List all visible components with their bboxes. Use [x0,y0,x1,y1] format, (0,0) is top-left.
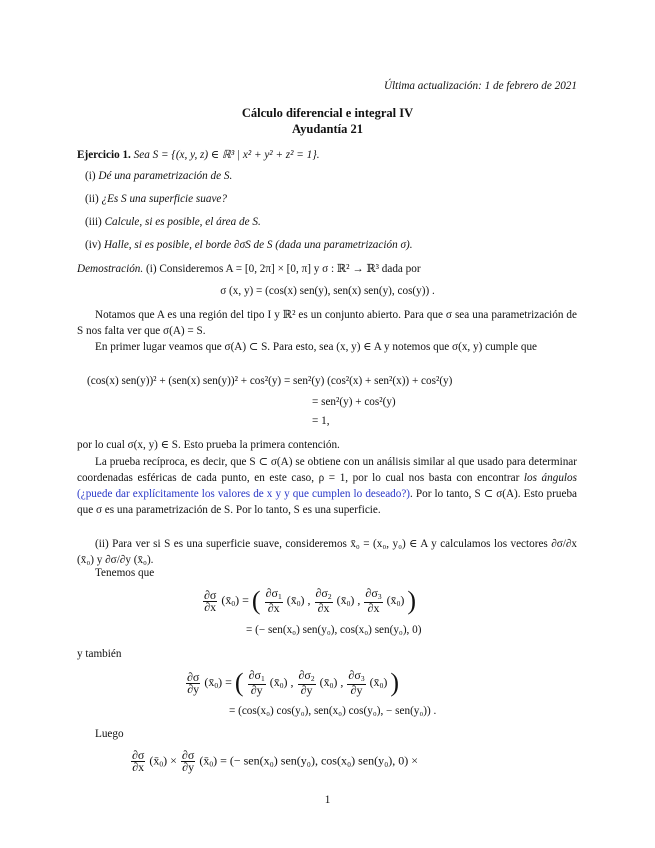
tambien-text: y también [77,648,122,660]
luego-text: Luego [95,728,124,740]
paragraph-region: Notamos que A es una región del tipo I y ℝ² es un conjunto abierto. Para que σ sea una parametrización de S nos falta ver que σ(A) = S. [77,309,577,337]
exercise-text: Sea S = {(x, y, z) ∈ ℝ³ | x² + y² + z² = 1}. [133,149,320,161]
last-update: Última actualización: 1 de febrero de 2021 [383,80,577,92]
equation-dx-1: $\frac{\partial\sigma}{\partial x}$ $(x̄_0)$ = ( $\frac{\partial\sigma_1}{\partial x}$ $(x̄_0)$ , $\frac{\partial\sigma_2}{\partial x}$ $(x̄_0)$ , $\frac{\partial\sigma_3}{\partial x}$ $(x̄_0)$ ) [204,586,416,615]
paragraph-smooth: (ii) Para ver si S es una superficie suave, consideremos x̄₀ = (x₀, y₀) ∈ A y calculamos los vectores ∂σ/∂x (x̄₀) y ∂σ/∂y (x̄₀). [77,538,577,566]
page-number: 1 [324,794,331,806]
proof-intro: Demostración. (i) Consideremos A = [0, 2π] × [0, π] y σ : ℝ² → ℝ³ dada por [77,263,421,275]
tenemos-text: Tenemos que [95,567,155,579]
angles-question-link[interactable]: (¿puede dar explícitamente los valores de x y y que cumplen lo deseado?) [77,488,411,500]
paragraph-first-inclusion: En primer lugar veamos que σ(A) ⊂ S. Para esto, sea (x, y) ∈ A y notemos que σ(x, y) cumple que [95,341,537,353]
equation-dx-2: = (− sen(x₀) sen(y₀), cos(x₀) sen(y₀), 0) [246,624,422,636]
equation-cross-rhs: = (− sen(x₀) sen(y₀), cos(x₀) sen(y₀), 0) × [220,753,419,768]
equation-long-2: = sen²(y) + cos²(y) [312,396,396,408]
paragraph-first-conclusion: por lo cual σ(x, y) ∈ S. Esto prueba la primera contención. [77,439,340,451]
proof-label: Demostración. [77,263,144,275]
equation-cross: $\frac{\partial\sigma}{\partial x}$ $(x̄_0)$ × $\frac{\partial\sigma}{\partial y}$ $(x̄_0)$ = (− sen(x₀) sen(y₀), cos(x₀) sen(y₀), 0) × [132,748,419,774]
page-title: Ayudantía 21 [292,122,363,136]
exercise-statement [77,148,320,161]
equation-long-3: = 1, [312,415,330,427]
exercise-label: Ejercicio 1. [77,149,131,161]
equation-long-1: (cos(x) sen(y))² + (sen(x) sen(y))² + cos²(y) = sen²(y) (cos²(x) + sen²(x)) + cos²(y) [87,375,453,387]
exercise-item-2: (ii) ¿Es S una superficie suave? [85,193,227,205]
course-title: Cálculo diferencial e integral IV [241,106,414,120]
exercise-item-1: (i) Dé una parametrización de S. [85,170,233,182]
equation-dy-1: $\frac{\partial\sigma}{\partial y}$ $(x̄_0)$ = ( $\frac{\partial\sigma_1}{\partial y}$ $(x̄_0)$ , $\frac{\partial\sigma_2}{\partial y}$ $(x̄_0)$ , $\frac{\partial\sigma_3}{\partial y}$ $(x̄_0)$ ) [187,668,399,697]
equation-sigma: σ (x, y) = (cos(x) sen(y), sen(x) sen(y), cos(y)) . [220,285,435,297]
paragraph-reciprocal: La prueba recíproca, es decir, que S ⊂ σ(A) se obtiene con un análisis similar al que usado para determinar coordenadas esféricas de cada punto, en este caso, ρ = 1, por lo cual nos basta con encontrar los ángulos (¿puede dar explícitamente los valores de x y y que cumplen lo deseado?). Por lo tanto, S ⊂ σ(A). Esto prueba que σ es una parametrización de S. Por lo tanto, S es una superficie. [77,456,577,516]
exercise-item-4: (iv) Halle, si es posible, el borde ∂σS de S (dada una parametrización σ). [85,239,413,251]
exercise-item-3: (iii) Calcule, si es posible, el área de S. [85,216,261,228]
equation-dy-2: = (cos(x₀) cos(y₀), sen(x₀) cos(y₀), − sen(y₀)) . [229,705,437,717]
